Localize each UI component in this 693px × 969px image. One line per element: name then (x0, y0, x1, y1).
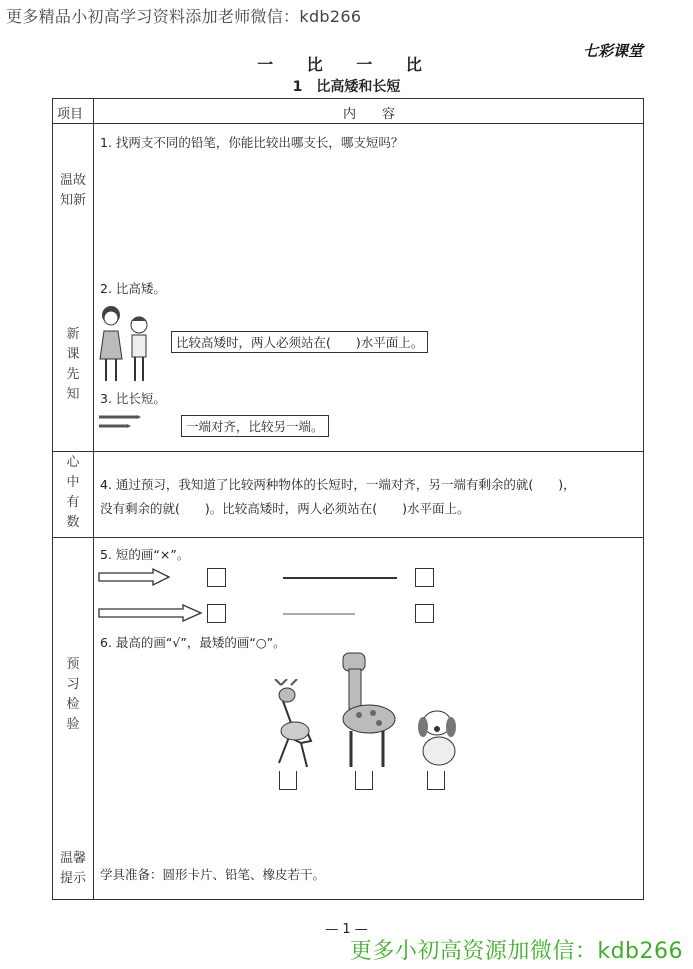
question-2: 2. 比高矮。 (100, 281, 166, 296)
row-label-check: 预 习 检 验 (66, 657, 80, 732)
tips-text: 学具准备：圆形卡片、铅笔、橡皮若干。 (100, 867, 326, 882)
question-4-line-2: 没有剩余的就( )。比较高矮时，两人必须站在( )水平面上。 (100, 501, 470, 516)
answer-bracket[interactable] (427, 771, 445, 790)
row-label-tips: 温馨 提示 (59, 851, 86, 886)
puppy-illustration (415, 707, 465, 771)
answer-box[interactable] (207, 568, 226, 587)
short-line (283, 611, 363, 617)
deer-illustration (261, 679, 321, 771)
page-title: 一 比 一 比 (257, 55, 436, 74)
pencils-illustration (97, 411, 143, 433)
question-1: 1. 找两支不同的铅笔，你能比较出哪支长，哪支短吗？ (100, 135, 404, 150)
boy-figure (131, 317, 147, 381)
short-arrow-icon (97, 567, 177, 587)
long-line (283, 575, 403, 581)
row-label-preview: 新 课 先 知 (66, 327, 80, 402)
answer-bracket[interactable] (355, 771, 373, 790)
answer-box[interactable] (415, 568, 434, 587)
answer-bracket[interactable] (279, 771, 297, 790)
column-divider (93, 99, 94, 899)
long-arrow-icon (97, 603, 207, 623)
q3-hint-box: 一端对齐，比较另一端。 (181, 415, 329, 437)
header-project: 项目 (57, 107, 84, 122)
page-number: — 1 — (325, 922, 368, 937)
q2-hint-box: 比较高矮时，两人必须站在( )水平面上。 (171, 331, 428, 353)
lesson-subtitle: 1 比高矮和长短 (292, 79, 401, 95)
row-label-summary: 心 中 有 数 (66, 455, 80, 530)
worksheet-table (52, 98, 644, 900)
row-label-review: 温故 知新 (59, 173, 86, 208)
girl-figure (100, 306, 122, 381)
brand-logo: 七彩课堂 (582, 42, 643, 60)
question-5: 5. 短的画“×”。 (100, 547, 190, 562)
answer-box[interactable] (207, 604, 226, 623)
answer-box[interactable] (415, 604, 434, 623)
row-divider (53, 451, 643, 452)
header-content: 内 容 (343, 107, 396, 122)
question-4-line-1: 4. 通过预习，我知道了比较两种物体的长短时，一端对齐，另一端有剩余的就( )， (100, 477, 576, 492)
row-divider (53, 123, 643, 124)
question-6: 6. 最高的画“√”，最矮的画“○”。 (100, 635, 286, 650)
watermark-bottom: 更多小初高资源加微信：kdb266 (349, 939, 683, 964)
girl-boy-illustration (97, 301, 157, 387)
question-3: 3. 比长短。 (100, 391, 166, 406)
giraffe-illustration (329, 649, 399, 771)
watermark-top: 更多精品小初高学习资料添加老师微信：kdb266 (6, 7, 362, 26)
row-divider (53, 537, 643, 538)
